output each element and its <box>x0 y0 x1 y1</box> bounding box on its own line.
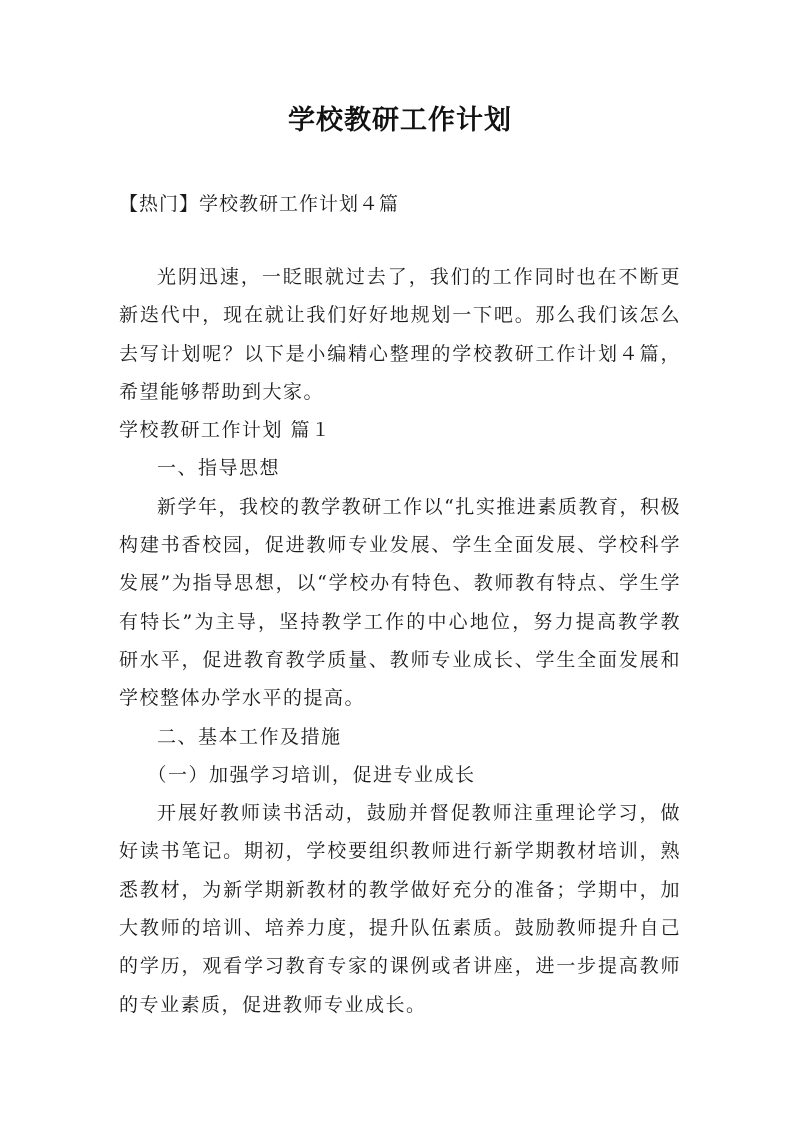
section-heading: 学校教研工作计划 篇１ <box>119 419 332 442</box>
document-subtitle: 【热门】学校教研工作计划４篇 <box>119 193 400 215</box>
heading-guiding-ideology: 一、指导思想 <box>157 457 281 480</box>
document-title: 学校教研工作计划 <box>288 105 512 136</box>
paragraph-guiding-ideology: 新学年，我校的教学教研工作以“扎实推进素质教育，积极构建书香校园，促进教师专业发展、学生全面发展、学校科学发展”为指导思想，以“学校办有特色、教师教有特点、学生学有特长”为主导，坚持教学工作的中心地位，努力提高教学教研水平，促进教育教学质量、教师专业成长、学生全面发展和学校整体办学水平的提高。 <box>119 495 681 710</box>
heading-basic-work: 二、基本工作及措施 <box>157 725 342 748</box>
document-body <box>119 258 681 1024</box>
paragraph-study-training: 开展好教师读书活动，鼓励并督促教师注重理论学习，做好读书笔记。期初，学校要组织教师进行新学期教材培训，熟悉教材，为新学期新教材的教学做好充分的准备；学期中，加大教师的培训、培养力度，提升队伍素质。鼓励教师提升自己的学历，观看学习教育专家的课例或者讲座，进一步提高教师的专业素质，促进教师专业成长。 <box>119 802 681 1016</box>
heading-study-training: （一）加强学习培训，促进专业成长 <box>147 763 476 786</box>
intro-paragraph: 光阴迅速，一眨眼就过去了，我们的工作同时也在不断更新迭代中，现在就让我们好好地规划一下吧。那么我们该怎么去写计划呢？以下是小编精心整理的学校教研工作计划４篇，希望能够帮助到大家。 <box>119 266 681 403</box>
